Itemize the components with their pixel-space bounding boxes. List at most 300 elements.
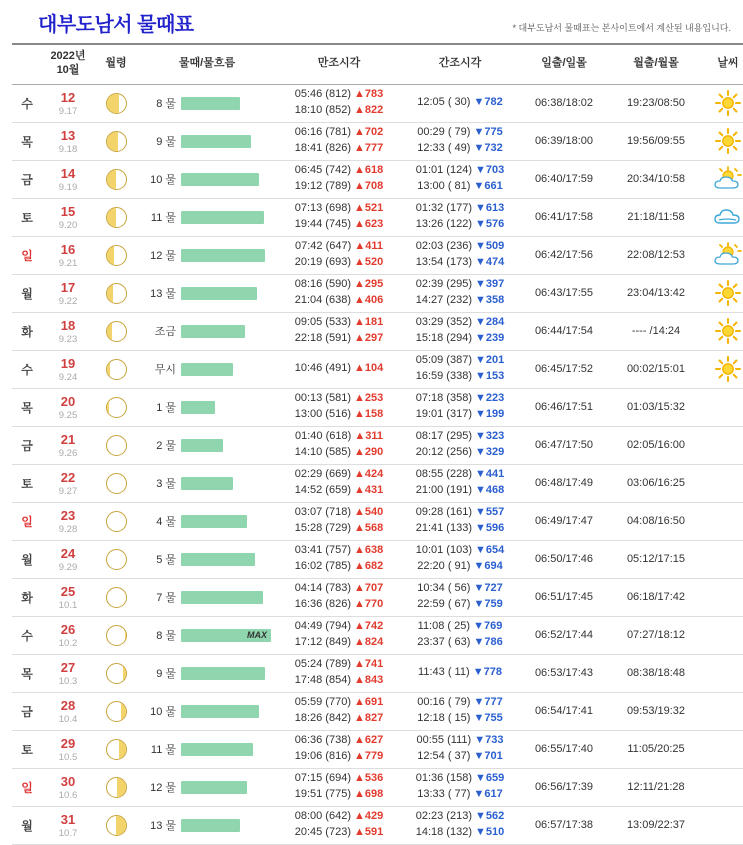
- cell-low-tide: [402, 274, 518, 312]
- low-tide-level: ( 49): [447, 142, 471, 154]
- cell-mul: [138, 692, 276, 730]
- cell-high-tide: [276, 768, 402, 806]
- sunny-icon: [715, 90, 741, 116]
- low-tide-time: 22:20: [417, 560, 445, 572]
- mul-row: [140, 399, 274, 415]
- high-tide-time: 05:59: [294, 696, 323, 709]
- high-tide-level: (785): [325, 560, 351, 572]
- high-tide-level: (812): [325, 88, 351, 101]
- tide-strength-bar: [181, 819, 240, 832]
- cell-sun: 06:44/17:54: [518, 312, 610, 350]
- date-lunar: 9.18: [58, 143, 78, 155]
- high-tide-delta: ▲824: [354, 636, 384, 648]
- cell-dayname: 토: [12, 730, 42, 768]
- mul-label: 10 물: [150, 706, 176, 718]
- high-tide-level: (723): [325, 826, 351, 838]
- mul-label: 7 물: [156, 592, 176, 604]
- cell-low-tide: [402, 502, 518, 540]
- table-row[interactable]: [12, 312, 743, 350]
- moon-lit: [106, 169, 117, 190]
- tide-strength-bar: [181, 743, 253, 756]
- cell-high-tide: [276, 388, 402, 426]
- mul-row: [140, 665, 274, 681]
- cell-date: [42, 122, 94, 160]
- cell-date: [42, 768, 94, 806]
- cell-moontime: 19:56/09:55: [610, 122, 702, 160]
- high-tide-entry: [278, 391, 400, 407]
- mul-row: [140, 779, 274, 795]
- high-tide-delta: ▲253: [354, 392, 384, 405]
- low-tide-entry: [404, 771, 516, 787]
- cell-low-tide: [402, 616, 518, 654]
- cell-sun: 06:43/17:55: [518, 274, 610, 312]
- cell-mul: [138, 654, 276, 692]
- cell-low-tide: [402, 84, 518, 122]
- mul-label: 무시: [154, 364, 176, 376]
- cell-mul: [138, 730, 276, 768]
- cell-mul: [138, 502, 276, 540]
- page-title-kind: 물때표: [137, 14, 194, 36]
- date-day: 14: [60, 165, 76, 181]
- cloudy-icon: [713, 205, 743, 229]
- low-tide-delta: ▼732: [473, 142, 503, 154]
- cell-date: [42, 806, 94, 844]
- cell-dayname: 화: [12, 312, 42, 350]
- cell-moontime: 22:08/12:53: [610, 236, 702, 274]
- low-tide-level: (177): [446, 202, 472, 215]
- low-tide-level: (173): [446, 256, 472, 268]
- cell-moontime: 20:34/10:58: [610, 160, 702, 198]
- low-tide-delta: ▼223: [475, 392, 505, 405]
- low-tide-delta: ▼703: [475, 164, 505, 177]
- high-tide-delta: ▲783: [354, 88, 384, 101]
- high-tide-level: (842): [325, 712, 351, 724]
- low-tide-time: 13:26: [415, 218, 444, 230]
- cell-moontime: 03:06/16:25: [610, 464, 702, 502]
- high-tide-time: 18:26: [294, 712, 323, 724]
- high-tide-level: (590): [325, 278, 351, 291]
- high-tide-level: (783): [325, 582, 351, 595]
- low-tide-delta: ▼727: [473, 582, 503, 595]
- high-tide-entry: [278, 825, 400, 841]
- high-tide-delta: ▲618: [354, 164, 384, 177]
- cell-moon: [94, 540, 138, 578]
- low-tide-delta: ▼284: [475, 316, 505, 329]
- cell-high-tide: [276, 84, 402, 122]
- low-tide-level: (256): [446, 446, 472, 458]
- cell-sun: 06:57/17:38: [518, 806, 610, 844]
- table-row[interactable]: [12, 388, 743, 426]
- date-day: 13: [60, 127, 76, 143]
- cell-low-tide: [402, 730, 518, 768]
- high-tide-entry: [278, 657, 400, 673]
- high-tide-time: 22:18: [294, 332, 323, 344]
- table-row[interactable]: [12, 464, 743, 502]
- low-tide-level: (161): [446, 506, 472, 519]
- low-tide-delta: ▼329: [475, 446, 505, 458]
- table-row[interactable]: [12, 84, 743, 122]
- table-row[interactable]: [12, 692, 743, 730]
- high-tide-delta: ▲536: [354, 772, 384, 785]
- high-tide-entry: [278, 103, 400, 119]
- date-day: 27: [60, 659, 76, 675]
- date-lunar: 10.4: [58, 713, 78, 725]
- cell-dayname: 금: [12, 692, 42, 730]
- low-tide-delta: ▼654: [475, 544, 505, 557]
- low-tide-delta: ▼613: [475, 202, 505, 215]
- high-tide-time: 07:42: [295, 240, 323, 253]
- low-tide-time: 21:00: [415, 484, 444, 496]
- cell-high-tide: [276, 464, 402, 502]
- low-tide-delta: ▼468: [475, 484, 505, 496]
- cell-moontime: 19:23/08:50: [610, 84, 702, 122]
- high-tide-delta: ▲682: [354, 560, 384, 572]
- date-lunar: 9.29: [58, 561, 78, 573]
- date-day: 22: [60, 469, 76, 485]
- high-tide-level: (698): [325, 202, 351, 215]
- mul-row: [140, 475, 274, 491]
- table-row[interactable]: [12, 578, 743, 616]
- cell-mul: [138, 616, 276, 654]
- low-tide-entry: [404, 429, 516, 445]
- low-tide-level: (191): [446, 484, 472, 496]
- moon-phase-icon: [106, 321, 127, 342]
- cell-mul: [138, 198, 276, 236]
- moon-phase-icon: [106, 625, 127, 646]
- cell-high-tide: [276, 160, 402, 198]
- cell-dayname: 목: [12, 388, 42, 426]
- high-tide-delta: ▲406: [354, 294, 384, 306]
- low-tide-delta: ▼474: [475, 256, 505, 268]
- cell-high-tide: [276, 502, 402, 540]
- low-tide-entry: [404, 597, 516, 613]
- high-tide-entry: [278, 733, 400, 749]
- cell-sun: 06:45/17:52: [518, 350, 610, 388]
- table-row[interactable]: [12, 806, 743, 844]
- low-tide-time: 00:16: [417, 696, 445, 709]
- cell-high-tide: [276, 730, 402, 768]
- date-day: 18: [60, 317, 76, 333]
- date-day: 29: [60, 735, 76, 751]
- high-tide-delta: ▲827: [354, 712, 384, 724]
- tide-strength-bar: [181, 287, 257, 300]
- low-tide-level: ( 15): [447, 712, 471, 724]
- high-tide-entry: [278, 771, 400, 787]
- cell-weather: [702, 464, 743, 502]
- table-row[interactable]: [12, 160, 743, 198]
- high-tide-delta: ▲742: [354, 620, 384, 633]
- high-tide-delta: ▲295: [354, 278, 384, 291]
- cell-weather: [702, 540, 743, 578]
- low-tide-time: 05:09: [415, 354, 444, 367]
- high-tide-delta: ▲540: [354, 506, 384, 519]
- high-tide-entry: [278, 543, 400, 559]
- low-tide-entry: [404, 543, 516, 559]
- low-tide-time: 08:55: [415, 468, 444, 481]
- low-tide-entry: [404, 315, 516, 331]
- cell-low-tide: [402, 578, 518, 616]
- table-body: [12, 84, 743, 844]
- cell-moontime: 06:18/17:42: [610, 578, 702, 616]
- low-tide-entry: [404, 521, 516, 537]
- mul-label: 8 물: [156, 98, 176, 110]
- cell-dayname: 수: [12, 616, 42, 654]
- high-tide-level: (729): [325, 522, 351, 534]
- date-day: 17: [60, 279, 76, 295]
- moon-phase-icon: [106, 739, 127, 760]
- high-tide-entry: [278, 255, 400, 271]
- high-tide-delta: ▲638: [354, 544, 384, 557]
- high-tide-time: 21:04: [294, 294, 323, 306]
- low-tide-delta: ▼358: [475, 294, 505, 306]
- date-lunar: 9.17: [58, 105, 78, 117]
- tide-strength-bar: [181, 325, 245, 338]
- cell-mul: [138, 806, 276, 844]
- cell-weather: [702, 84, 743, 122]
- cell-sun: 06:49/17:47: [518, 502, 610, 540]
- moon-phase-icon: [106, 511, 127, 532]
- high-tide-level: (745): [325, 218, 351, 230]
- table-row[interactable]: [12, 654, 743, 692]
- cell-moontime: 13:09/22:37: [610, 806, 702, 844]
- high-tide-delta: ▲431: [354, 484, 384, 496]
- moon-phase-icon: [106, 549, 127, 570]
- high-tide-level: (738): [325, 734, 351, 747]
- high-tide-time: 17:48: [294, 674, 323, 686]
- mul-label: 9 물: [156, 668, 176, 680]
- mul-label: 12 물: [150, 250, 176, 262]
- cell-moon: [94, 160, 138, 198]
- table-row[interactable]: [12, 426, 743, 464]
- low-tide-entry: [404, 407, 516, 423]
- mul-label: 3 물: [156, 478, 176, 490]
- date-day: 16: [60, 241, 76, 257]
- moon-lit: [106, 283, 114, 304]
- col-header-date-year: 2022년: [50, 50, 86, 62]
- cell-dayname: 일: [12, 768, 42, 806]
- mul-row: [140, 247, 274, 263]
- date-day: 24: [60, 545, 76, 561]
- date-lunar: 10.1: [58, 599, 78, 611]
- high-tide-time: 04:49: [294, 620, 323, 633]
- cell-moon: [94, 236, 138, 274]
- cell-sun: 06:42/17:56: [518, 236, 610, 274]
- moon-phase-icon: [106, 435, 127, 456]
- high-tide-time: 14:10: [294, 446, 323, 458]
- date-day: 12: [60, 89, 76, 105]
- low-tide-level: (124): [446, 164, 472, 177]
- low-tide-time: 13:00: [417, 180, 445, 192]
- low-tide-level: (295): [446, 278, 472, 291]
- high-tide-level: (852): [325, 104, 351, 116]
- low-tide-level: ( 37): [447, 750, 471, 762]
- col-header-date-month: 10월: [56, 63, 80, 76]
- cell-dayname: 월: [12, 806, 42, 844]
- tide-strength-bar: [181, 173, 259, 186]
- date-day: 20: [60, 393, 76, 409]
- cell-dayname: 수: [12, 350, 42, 388]
- table-row[interactable]: [12, 616, 743, 654]
- cell-moontime: 08:38/18:48: [610, 654, 702, 692]
- table-row[interactable]: [12, 122, 743, 160]
- low-tide-entry: [404, 217, 516, 233]
- low-tide-level: (236): [446, 240, 472, 253]
- cell-mul: [138, 426, 276, 464]
- low-tide-level: ( 79): [447, 696, 471, 709]
- cell-dayname: 화: [12, 578, 42, 616]
- low-tide-entry: [404, 711, 516, 727]
- high-tide-level: (591): [325, 332, 351, 344]
- cell-date: [42, 84, 94, 122]
- cell-high-tide: [276, 350, 402, 388]
- table-row[interactable]: [12, 768, 743, 806]
- sunny-icon: [715, 280, 741, 306]
- cell-dayname: 수: [12, 84, 42, 122]
- high-tide-time: 16:36: [294, 598, 323, 610]
- tide-strength-bar: [181, 97, 240, 110]
- cell-high-tide: [276, 236, 402, 274]
- high-tide-level: (826): [325, 598, 351, 610]
- moon-lit: [106, 397, 109, 418]
- high-tide-entry: [278, 315, 400, 331]
- low-tide-entry: [404, 635, 516, 651]
- cell-mul: [138, 540, 276, 578]
- cell-sun: 06:51/17:45: [518, 578, 610, 616]
- cell-high-tide: [276, 274, 402, 312]
- tide-strength-bar: [181, 515, 247, 528]
- table-row[interactable]: [12, 730, 743, 768]
- cell-moontime: 09:53/19:32: [610, 692, 702, 730]
- low-tide-delta: ▼323: [475, 430, 505, 443]
- high-tide-time: 03:07: [294, 506, 323, 519]
- high-tide-time: 16:02: [294, 560, 323, 572]
- tide-strength-bar: [181, 135, 251, 148]
- low-tide-level: ( 77): [447, 788, 471, 800]
- high-tide-time: 20:45: [294, 826, 323, 838]
- high-tide-time: 01:40: [295, 430, 323, 443]
- high-tide-time: 13:00: [294, 408, 323, 420]
- low-tide-time: 02:39: [415, 278, 444, 291]
- moon-lit: [116, 815, 127, 836]
- cell-mul: [138, 236, 276, 274]
- high-tide-entry: [278, 277, 400, 293]
- high-tide-delta: ▲521: [354, 202, 384, 215]
- high-tide-level: (533): [325, 316, 351, 329]
- low-tide-level: ( 67): [447, 598, 471, 610]
- table-row[interactable]: [12, 198, 743, 236]
- low-tide-entry: [404, 445, 516, 461]
- partly-cloudy-icon: [713, 242, 743, 268]
- cell-sun: 06:50/17:46: [518, 540, 610, 578]
- cell-weather: [702, 198, 743, 236]
- low-tide-level: (317): [446, 408, 472, 420]
- low-tide-time: 21:41: [415, 522, 444, 534]
- low-tide-level: (122): [446, 218, 472, 230]
- date-day: 15: [60, 203, 76, 219]
- low-tide-time: 07:18: [415, 392, 444, 405]
- low-tide-level: (103): [446, 544, 472, 557]
- date-lunar: 9.19: [58, 181, 78, 193]
- high-tide-delta: ▲297: [354, 332, 384, 344]
- mul-row: [140, 437, 274, 453]
- high-tide-time: 05:24: [294, 658, 323, 671]
- high-tide-level: (618): [325, 430, 352, 443]
- table-row[interactable]: [12, 502, 743, 540]
- low-tide-entry: [404, 467, 516, 483]
- cell-low-tide: [402, 768, 518, 806]
- cell-moontime: ---- /14:24: [610, 312, 702, 350]
- cell-low-tide: [402, 122, 518, 160]
- low-tide-delta: ▼778: [472, 666, 502, 679]
- tide-table: [12, 43, 743, 845]
- cell-mul: [138, 388, 276, 426]
- cell-sun: 06:38/18:02: [518, 84, 610, 122]
- high-tide-delta: ▲568: [354, 522, 384, 534]
- moon-lit: [106, 93, 119, 114]
- low-tide-level: (352): [446, 316, 472, 329]
- cell-weather: [702, 160, 743, 198]
- moon-lit: [117, 777, 127, 798]
- low-tide-delta: ▼239: [475, 332, 505, 344]
- moon-lit: [106, 435, 108, 456]
- cell-moon: [94, 654, 138, 692]
- low-tide-delta: ▼562: [475, 810, 505, 823]
- low-tide-time: 08:17: [415, 430, 444, 443]
- tide-strength-bar: [181, 629, 271, 642]
- cell-date: [42, 730, 94, 768]
- low-tide-time: 19:01: [415, 408, 444, 420]
- high-tide-time: 06:16: [294, 126, 323, 139]
- table-row[interactable]: [12, 236, 743, 274]
- cell-date: [42, 540, 94, 578]
- cell-date: [42, 426, 94, 464]
- table-row[interactable]: [12, 540, 743, 578]
- low-tide-delta: ▼777: [473, 696, 503, 709]
- low-tide-level: ( 56): [447, 582, 471, 595]
- high-tide-entry: [278, 787, 400, 803]
- cell-sun: 06:53/17:43: [518, 654, 610, 692]
- mul-label: 11 물: [150, 744, 176, 756]
- high-tide-level: (638): [325, 294, 351, 306]
- low-tide-delta: ▼397: [475, 278, 505, 291]
- date-lunar: 10.3: [58, 675, 78, 687]
- date-lunar: 10.6: [58, 789, 78, 801]
- low-tide-delta: ▼659: [475, 772, 505, 785]
- high-tide-delta: ▲822: [354, 104, 384, 116]
- tide-strength-bar: [181, 363, 233, 376]
- low-tide-entry: [404, 141, 516, 157]
- high-tide-time: 15:28: [294, 522, 323, 534]
- low-tide-entry: [404, 391, 516, 407]
- date-lunar: 9.24: [58, 371, 78, 383]
- low-tide-entry: [404, 179, 516, 195]
- cell-moon: [94, 692, 138, 730]
- table-row[interactable]: [12, 274, 743, 312]
- cell-dayname: 일: [12, 502, 42, 540]
- low-tide-entry: [404, 733, 516, 749]
- mul-label: 조금: [154, 326, 176, 338]
- page-note: * 대부도남서 물때표는 본사이트에서 계산된 내용입니다.: [512, 23, 731, 33]
- high-tide-level: (585): [325, 446, 351, 458]
- low-tide-level: ( 11): [447, 666, 470, 679]
- cell-moon: [94, 464, 138, 502]
- table-row[interactable]: [12, 350, 743, 388]
- cell-weather: [702, 502, 743, 540]
- date-day: 26: [60, 621, 76, 637]
- low-tide-delta: ▼733: [474, 734, 504, 747]
- mul-row: [140, 209, 274, 225]
- high-tide-time: 18:41: [294, 142, 323, 154]
